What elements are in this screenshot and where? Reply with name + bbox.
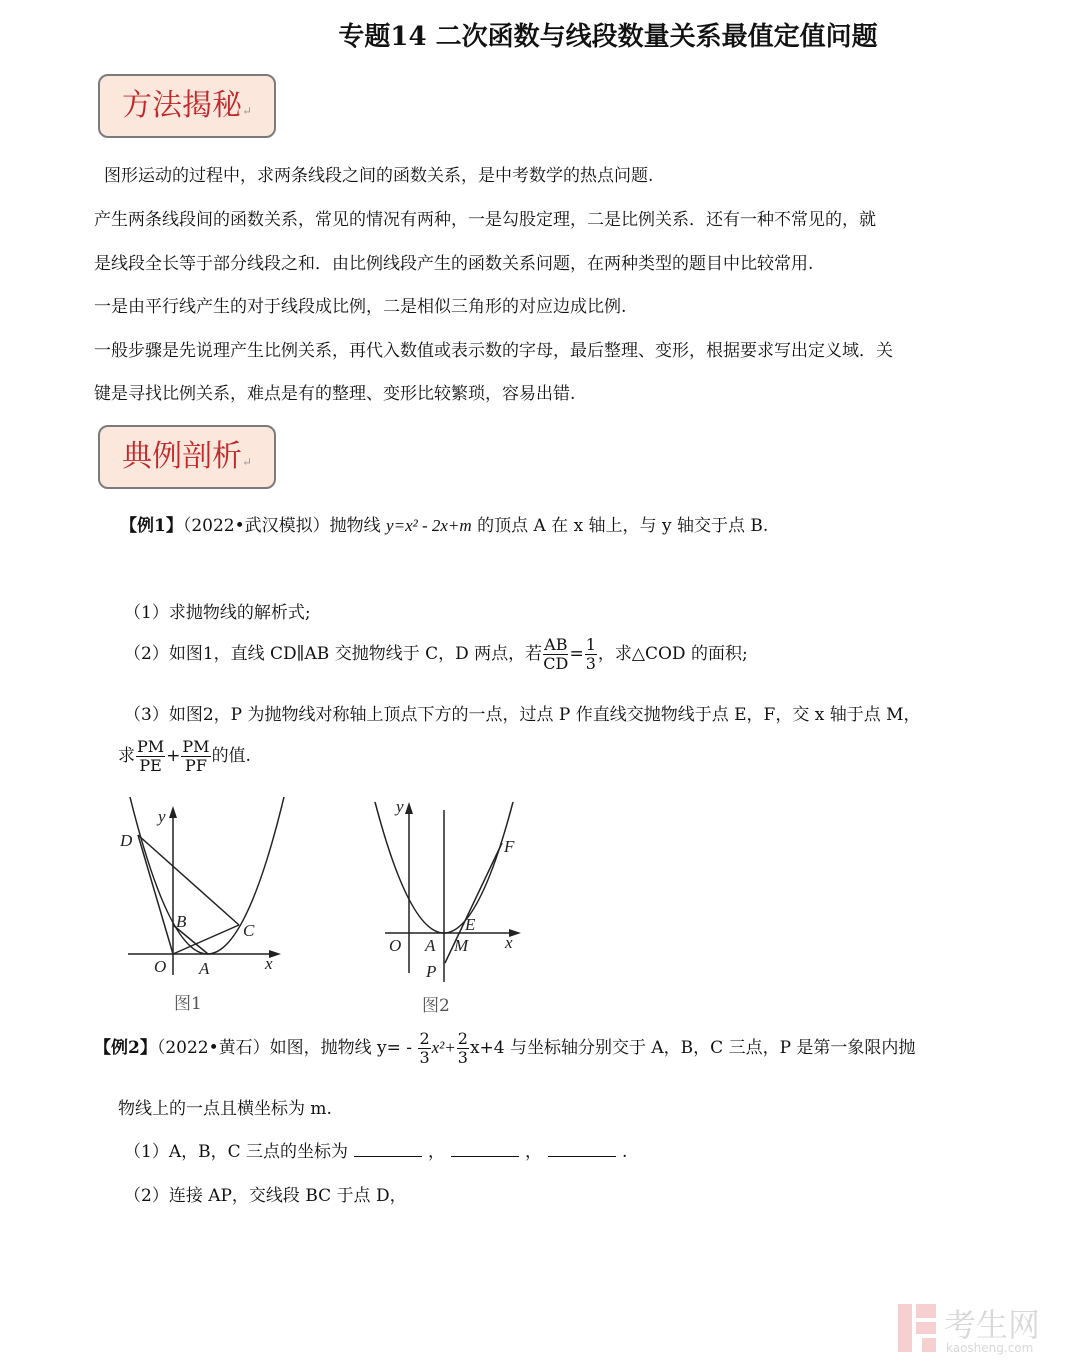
svg-text:F: F xyxy=(504,837,515,856)
svg-text:D: D xyxy=(120,831,133,850)
example1-stem: 【例1】（2022•武汉模拟）抛物线 y=x² - 2x+m 的顶点 A 在 x 轴上，与 y 轴交于点 B. xyxy=(120,516,769,536)
svg-text:x: x xyxy=(505,933,513,952)
example2-q1: （1）A，B，C 三点的坐标为 ， ， . xyxy=(124,1142,628,1162)
figure1-caption: 图1 xyxy=(174,994,202,1014)
method-paragraph: 键是寻找比例关系，难点是有的整理、变形比较繁琐，容易出错. xyxy=(94,384,576,404)
example2-stem-cont: 物线上的一点且横坐标为 m. xyxy=(118,1099,332,1119)
svg-text:x: x xyxy=(265,954,273,973)
section-heading-examples: 典例剖析↵ xyxy=(98,425,276,489)
method-paragraph: 产生两条线段间的函数关系，常见的情况有两种，一是勾股定理，二是比例关系．还有一种不常见的，就 xyxy=(94,210,876,230)
svg-text:y: y xyxy=(158,807,166,826)
svg-text:y: y xyxy=(396,797,404,816)
svg-text:A: A xyxy=(425,936,436,955)
fraction: $\frac{PM}{PE}$ xyxy=(137,737,165,775)
example1-q3-expression: 求 $\frac{PM}{PE}$ + $\frac{PM}{PF}$ 的值. xyxy=(118,737,251,775)
svg-text:O: O xyxy=(154,957,167,976)
svg-text:B: B xyxy=(176,912,187,931)
svg-text:考生网: 考生网 xyxy=(944,1306,1041,1344)
fraction: $\frac{AB}{CD}$ xyxy=(543,635,569,673)
method-paragraph: 一般步骤是先说理产生比例关系，再代入数值或表示数的字母，最后整理、变形，根据要求写出定义域．关 xyxy=(94,341,893,361)
fraction: $\frac{2}{3}$ xyxy=(457,1029,468,1067)
watermark-logo xyxy=(898,1300,1058,1364)
example2-stem: 【例2】（2022•黄石）如图，抛物线 y= - $\frac{2}{3}$ x²+ $\frac{2}{3}$ x+4 与坐标轴分别交于 A，B，C 三点，P 是第一象限内抛 xyxy=(94,1029,916,1067)
example1-q1: （1）求抛物线的解析式; xyxy=(124,603,311,623)
method-paragraph: 图形运动的过程中，求两条线段之间的函数关系，是中考数学的热点问题. xyxy=(104,166,654,186)
example1-q3: （3）如图2，P 为抛物线对称轴上顶点下方的一点，过点 P 作直线交抛物线于点 E，F，交 x 轴于点 M， xyxy=(124,705,921,725)
segment-DC xyxy=(138,835,239,925)
y-axis-arrow-icon xyxy=(405,802,413,814)
figure1-parabola xyxy=(130,797,284,954)
fraction: $\frac{PM}{PF}$ xyxy=(182,737,210,775)
example2-q2: （2）连接 AP，交线段 BC 于点 D， xyxy=(124,1186,407,1206)
figure2-caption: 图2 xyxy=(422,996,450,1016)
svg-text:E: E xyxy=(465,915,476,934)
answer-blank[interactable] xyxy=(354,1142,422,1157)
svg-text:A: A xyxy=(199,959,210,978)
svg-text:C: C xyxy=(243,921,255,940)
example1-q2: （2）如图1，直线 CD∥AB 交抛物线于 C，D 两点，若 $\frac{AB}{CD}$ = $\frac{1}{3}$ ，求△COD 的面积; xyxy=(124,635,748,673)
segment-DO xyxy=(138,835,173,954)
svg-text:O: O xyxy=(389,936,402,955)
fraction: $\frac{2}{3}$ xyxy=(419,1029,430,1067)
svg-text:kaosheng.com: kaosheng.com xyxy=(946,1341,1034,1355)
answer-blank[interactable] xyxy=(548,1142,616,1157)
method-paragraph: 是线段全长等于部分线段之和．由比例线段产生的函数关系问题，在两种类型的题目中比较常用. xyxy=(94,254,814,274)
y-axis-arrow-icon xyxy=(169,806,177,818)
method-paragraph: 一是由平行线产生的对于线段成比例，二是相似三角形的对应边成比例. xyxy=(94,297,627,317)
kaosheng-logo-icon xyxy=(898,1300,1058,1360)
answer-blank[interactable] xyxy=(451,1142,519,1157)
page-title: 专题14 二次函数与线段数量关系最值定值问题 xyxy=(338,22,878,52)
section-heading-method: 方法揭秘↵ xyxy=(98,74,276,138)
svg-text:M: M xyxy=(454,936,469,955)
fraction: $\frac{1}{3}$ xyxy=(585,635,596,673)
svg-text:P: P xyxy=(426,962,437,981)
